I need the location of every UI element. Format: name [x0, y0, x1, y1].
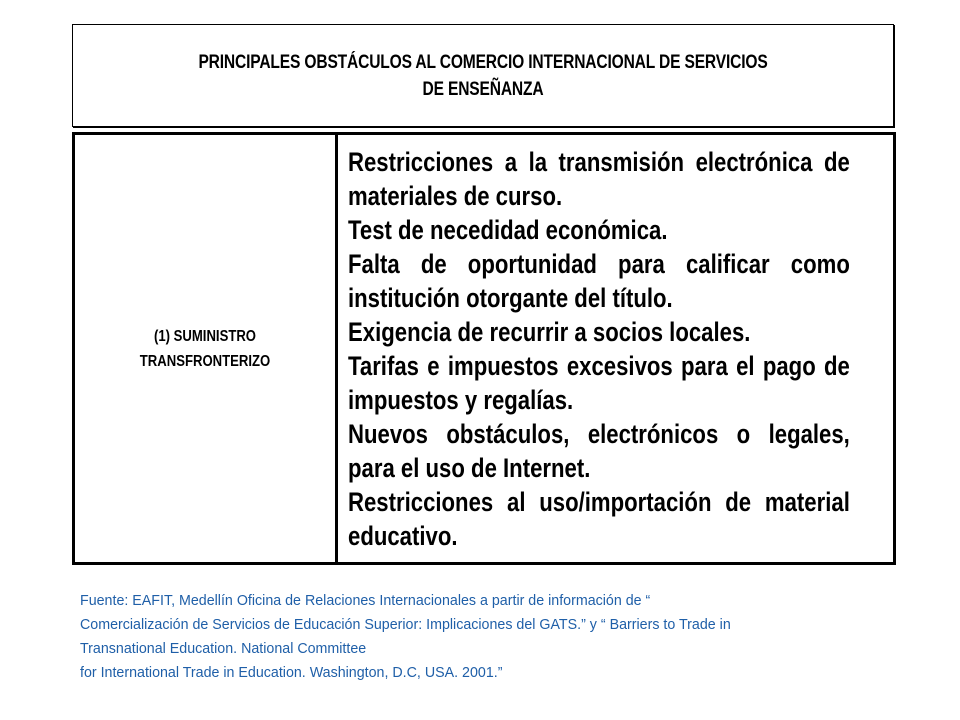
list-item: Falta de oportunidad para calificar como institución otorgante del título. — [348, 249, 850, 313]
list-item: Test de necedidad económica. — [348, 215, 668, 245]
mode-cell — [75, 135, 338, 562]
list-item: Restricciones a la transmisión electrónica de materiales de curso. — [348, 147, 850, 211]
list-item: Restricciones al uso/importación de material educativo. — [348, 487, 850, 551]
source-line-2: Comercialización de Servicios de Educación Superior: Implicaciones del GATS.” y “ Barriers to Trade in — [80, 616, 731, 633]
list-item: Exigencia de recurrir a socios locales. — [348, 317, 751, 347]
obstacles-table — [72, 132, 896, 565]
source-line-4: for International Trade in Education. Washington, D.C, USA. 2001.” — [80, 664, 503, 681]
source-citation — [80, 589, 897, 685]
source-line-1: Fuente: EAFIT, Medellín Oficina de Relaciones Internacionales a partir de información de “ — [80, 592, 651, 609]
mode-label — [98, 324, 311, 374]
source-line-3: Transnational Education. National Committee — [80, 640, 367, 657]
mode-label-line-2: TRANSFRONTERIZO — [139, 352, 271, 370]
obstacles-cell — [338, 135, 960, 562]
list-item: Tarifas e impuestos excesivos para el pago de impuestos y regalías. — [348, 351, 850, 415]
obstacles-list — [348, 145, 850, 553]
title-box — [72, 24, 894, 127]
title-line-1: PRINCIPALES OBSTÁCULOS AL COMERCIO INTERNACIONAL DE SERVICIOS — [198, 51, 768, 73]
list-item: Nuevos obstáculos, electrónicos o legales, para el uso de Internet. — [348, 419, 850, 483]
page-title — [147, 49, 819, 103]
title-line-2: DE ENSEÑANZA — [422, 78, 544, 100]
mode-label-line-1: (1) SUMINISTRO — [153, 327, 257, 345]
